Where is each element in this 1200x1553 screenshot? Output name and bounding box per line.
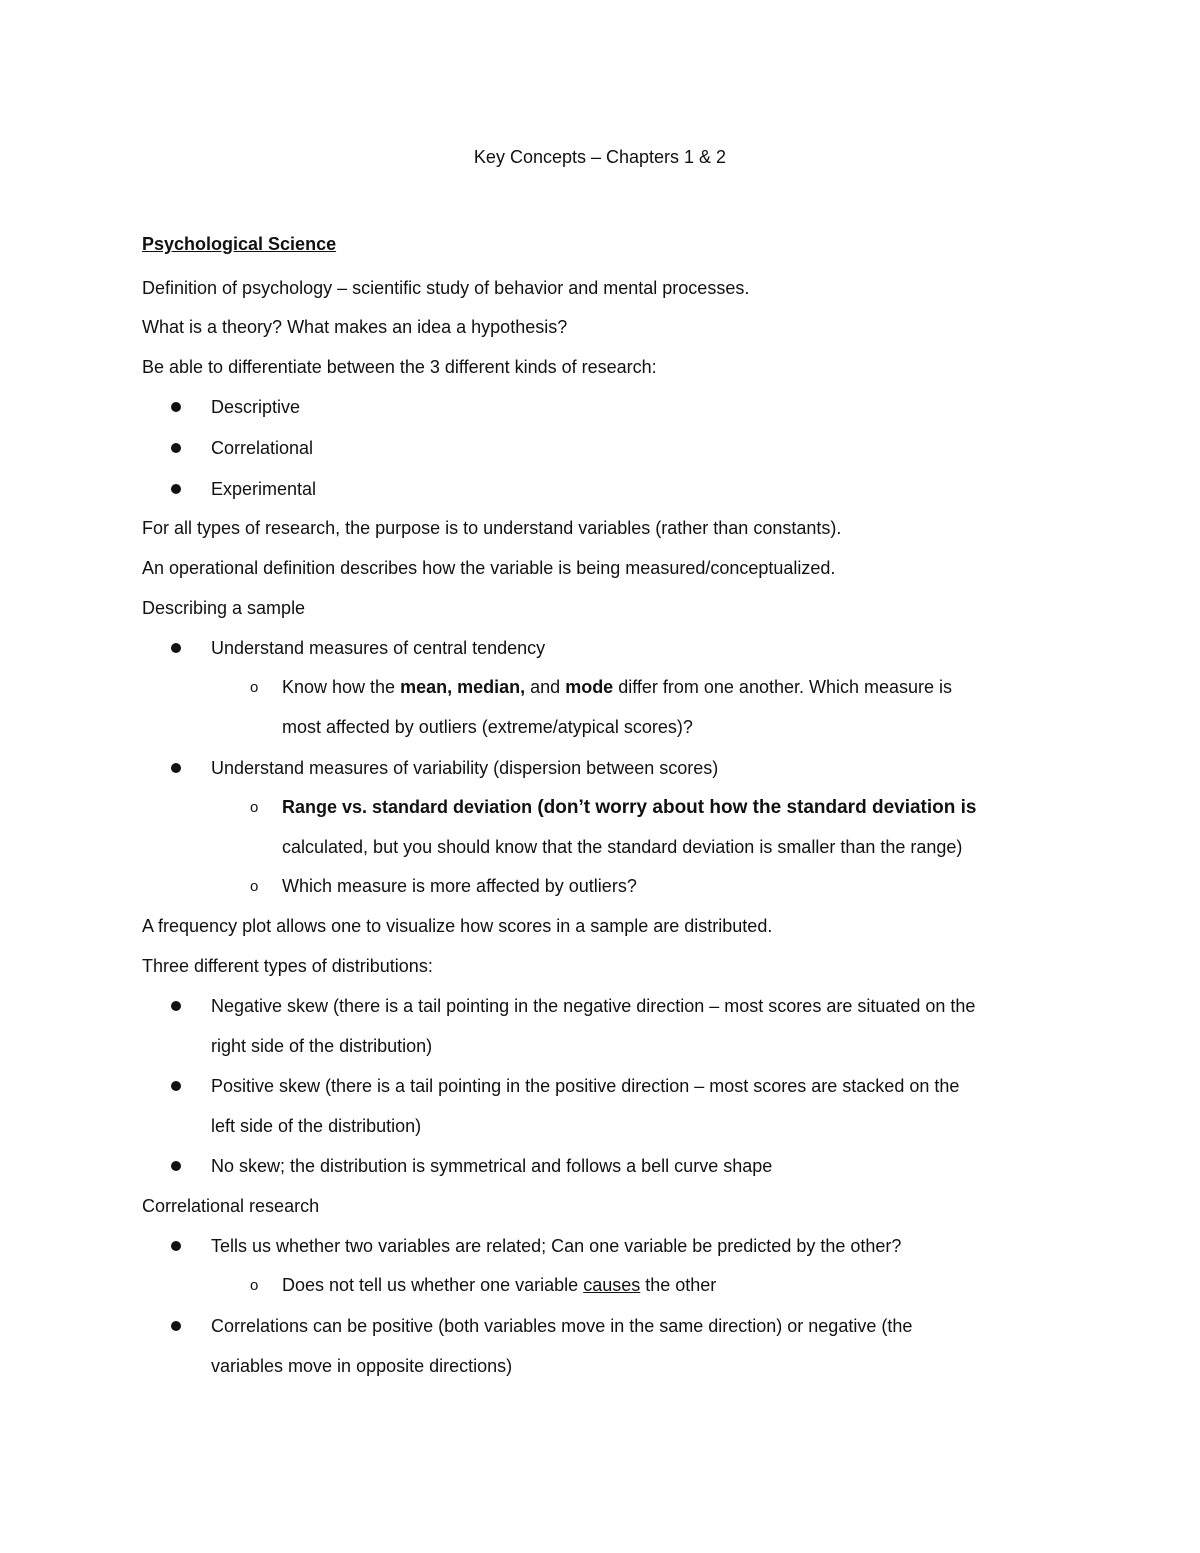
definition-line: Definition of psychology – scientific study of behavior and mental processes. xyxy=(142,278,750,298)
bullet-icon xyxy=(171,484,181,494)
range-continuation: calculated, but you should know that the standard deviation is smaller than the range) xyxy=(282,837,963,857)
bullet-icon xyxy=(171,443,181,453)
no-skew-line: No skew; the distribution is symmetrical and follows a bell curve shape xyxy=(211,1156,773,1176)
positive-skew-line: Positive skew (there is a tail pointing in the positive direction – most scores are stacked on the xyxy=(211,1076,960,1096)
text-span: Know how the xyxy=(282,677,401,697)
causes-line xyxy=(282,1272,716,1298)
section-heading: Psychological Science xyxy=(142,234,337,254)
sub-bullet-icon: o xyxy=(250,679,259,696)
text-span: Does not tell us whether one variable xyxy=(282,1275,584,1295)
correlational-research-line: Correlational research xyxy=(142,1196,320,1216)
causes-term: causes xyxy=(583,1275,641,1295)
text-span: the other xyxy=(640,1275,717,1295)
range-note: (don’t worry about how the standard deviation is xyxy=(532,797,977,818)
correlations-continuation: variables move in opposite directions) xyxy=(211,1356,513,1376)
negative-skew-continuation: right side of the distribution) xyxy=(211,1036,433,1056)
document-title: Key Concepts – Chapters 1 & 2 xyxy=(473,147,727,167)
mean-median-mode-line xyxy=(282,674,952,700)
describing-sample-line: Describing a sample xyxy=(142,598,306,618)
theory-question-line: What is a theory? What makes an idea a hypothesis? xyxy=(142,317,568,337)
research-type-descriptive: Descriptive xyxy=(211,397,301,417)
mean-term: mean, xyxy=(400,677,458,697)
negative-skew-line: Negative skew (there is a tail pointing in the negative direction – most scores are situated on the xyxy=(211,996,976,1016)
central-tendency-line: Understand measures of central tendency xyxy=(211,638,546,658)
bullet-icon xyxy=(171,402,181,412)
range-line xyxy=(282,794,977,821)
research-type-correlational: Correlational xyxy=(211,438,314,458)
three-types-line: Three different types of distributions: xyxy=(142,956,433,976)
tells-us-line: Tells us whether two variables are related; Can one variable be predicted by the other? xyxy=(211,1236,902,1256)
bullet-icon xyxy=(171,643,181,653)
which-outliers-line: Which measure is more affected by outliers? xyxy=(282,876,637,896)
bullet-icon xyxy=(171,1001,181,1011)
sub-bullet-icon: o xyxy=(250,799,259,816)
research-type-experimental: Experimental xyxy=(211,479,317,499)
bullet-icon xyxy=(171,1241,181,1251)
bullet-icon xyxy=(171,1081,181,1091)
differentiate-line: Be able to differentiate between the 3 different kinds of research: xyxy=(142,357,657,377)
sub-bullet-icon: o xyxy=(250,878,259,895)
correlations-line: Correlations can be positive (both variables move in the same direction) or negative (the xyxy=(211,1316,913,1336)
bullet-icon xyxy=(171,1161,181,1171)
bullet-icon xyxy=(171,763,181,773)
purpose-line: For all types of research, the purpose is to understand variables (rather than constants). xyxy=(142,518,842,538)
mode-term: mode xyxy=(565,677,614,697)
text-span: differ from one another. Which measure is xyxy=(613,677,953,697)
positive-skew-continuation: left side of the distribution) xyxy=(211,1116,422,1136)
median-term: median, xyxy=(457,677,526,697)
sub-bullet-icon: o xyxy=(250,1277,259,1294)
bullet-icon xyxy=(171,1321,181,1331)
text-span: and xyxy=(525,677,566,697)
mean-median-mode-continuation: most affected by outliers (extreme/atypical scores)? xyxy=(282,717,693,737)
range-vs-sd-term: Range vs. standard deviation xyxy=(282,797,533,817)
frequency-plot-line: A frequency plot allows one to visualize how scores in a sample are distributed. xyxy=(142,916,773,936)
variability-line: Understand measures of variability (dispersion between scores) xyxy=(211,758,719,778)
operational-line: An operational definition describes how the variable is being measured/conceptualized. xyxy=(142,558,836,578)
